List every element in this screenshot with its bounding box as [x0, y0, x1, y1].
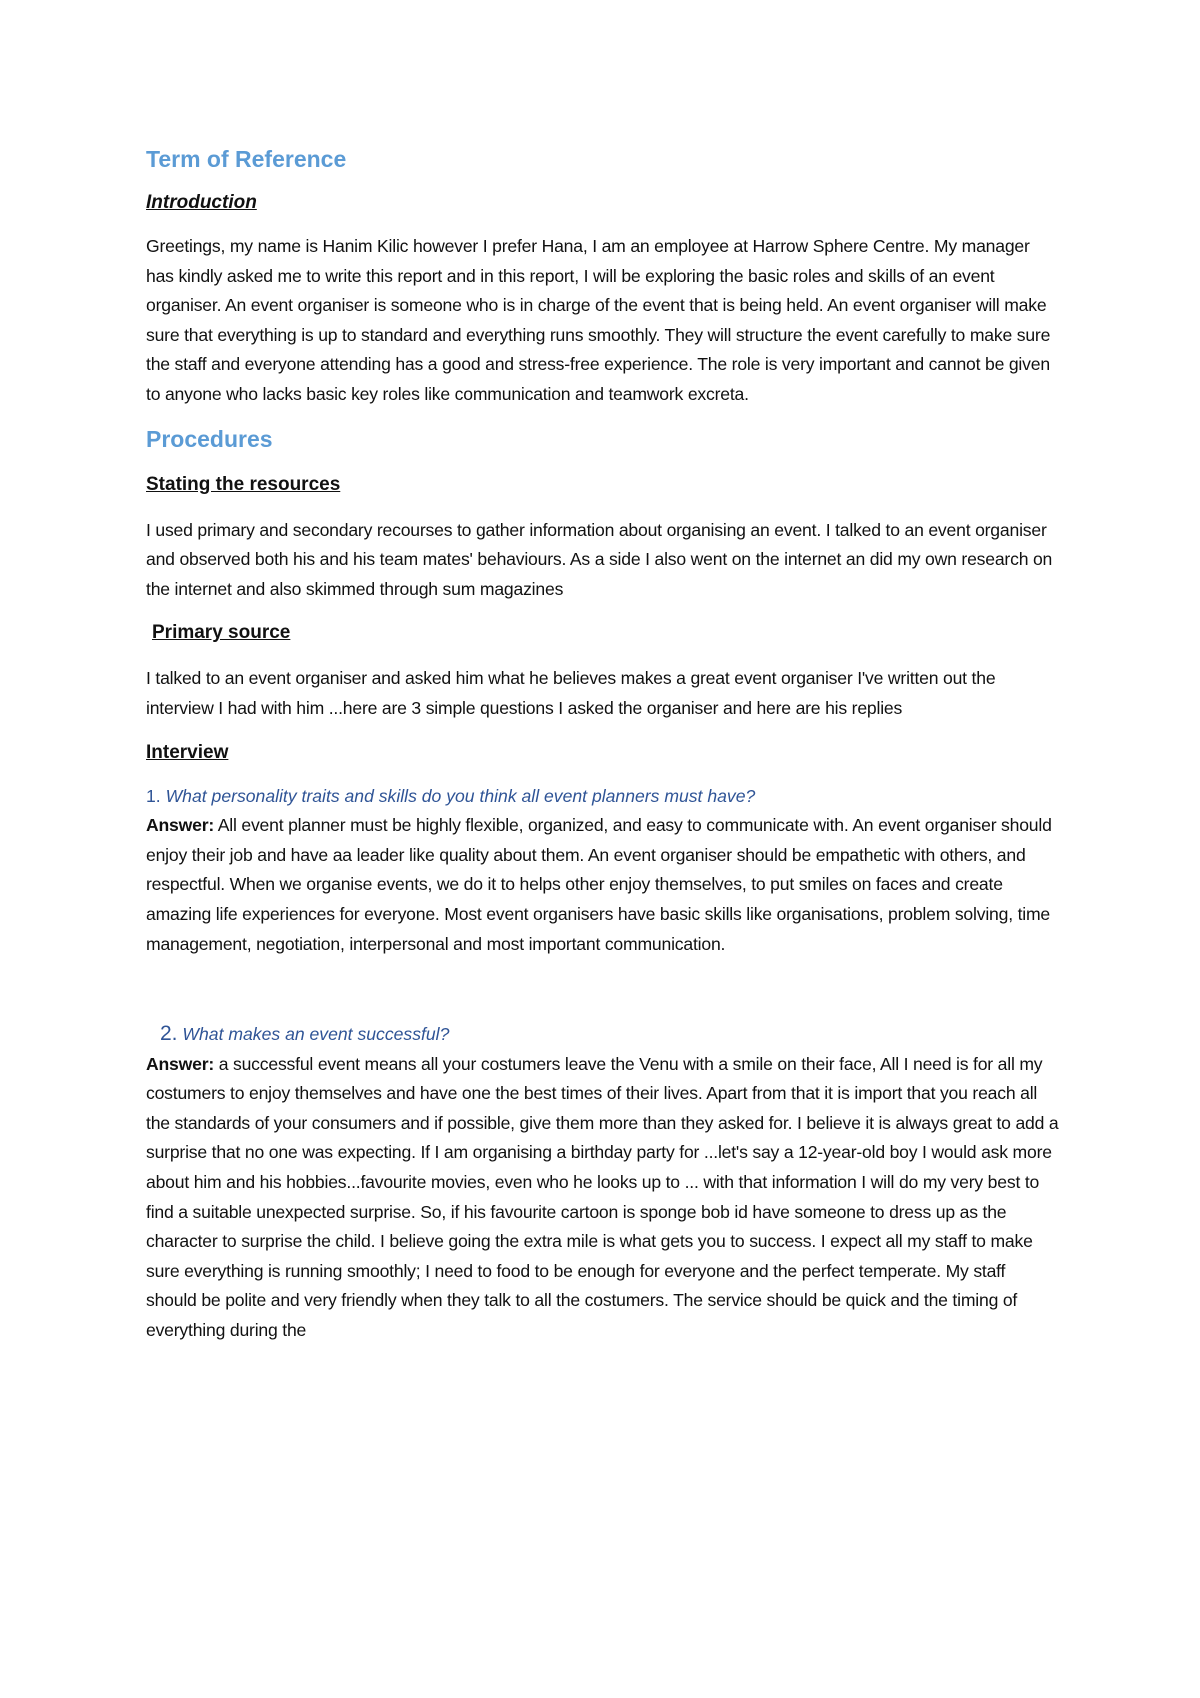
- answer-2-text: a successful event means all your costumers leave the Venu with a smile on their face, All I need is for all my costumers to enjoy themselves and have one the best times of their lives. Apart from that it is import that you reach all the standards of your consumers and if possible, give them more than they asked for. I believe it is always great to add a surprise that no one was expecting. If I am organising a birthday party for ...let's say a 12-year-old boy I would ask more about him and his hobbies...favourite movies, even who he looks up to ... with that information I will do my very best to find a suitable unexpected surprise. So, if his favourite cartoon is sponge bob id have someone to dress up as the character to surprise the child. I believe going the extra mile is what gets you to success. I expect all my staff to make sure everything is running smoothly; I need to food to be enough for everyone and the perfect temperate. My staff should be polite and very friendly when they talk to all the costumers. The service should be quick and the timing of everything during the: [146, 1053, 1059, 1341]
- answer-2-label: Answer:: [146, 1053, 215, 1074]
- interview-answer-2: [146, 1050, 1060, 1346]
- interview-question-1: [146, 782, 1060, 812]
- interview-answer-1: [146, 811, 1060, 959]
- term-of-reference-heading: Term of Reference: [146, 146, 347, 172]
- question-2-text: What makes an event successful?: [182, 1024, 450, 1045]
- answer-1-text: All event planner must be highly flexible, organized, and easy to communicate with. An event organiser should enjoy their job and have aa leader like quality about them. An event organiser should be empathetic with others, and respectful. When we organise events, we do it to helps other enjoy themselves, to put smiles on faces and create amazing life experiences for everyone. Most event organisers have basic skills like organisations, problem solving, time management, negotiation, interpersonal and most important communication.: [146, 815, 1052, 954]
- resources-paragraph: I used primary and secondary recourses to gather information about organising an event. I talked to an event organiser and observed both his and his team mates' behaviours. As a side I also went on the internet an did my own research on the internet and also skimmed through sum magazines: [146, 519, 1053, 599]
- answer-1-label: Answer:: [146, 815, 215, 836]
- question-2-number: 2.: [160, 1022, 178, 1046]
- primary-source-paragraph: I talked to an event organiser and asked him what he believes makes a great event organiser I've written out the interview I had with him ...here are 3 simple questions I asked the organiser and here are his replies: [146, 668, 996, 718]
- question-1-number: 1.: [146, 785, 161, 806]
- primary-source-heading: Primary source: [152, 622, 291, 644]
- question-1-text: What personality traits and skills do you think all event planners must have?: [165, 785, 756, 806]
- interview-question-2: [160, 1019, 1060, 1050]
- introduction-paragraph: Greetings, my name is Hanim Kilic however I prefer Hana, I am an employee at Harrow Sphere Centre. My manager has kindly asked me to write this report and in this report, I will be exploring the basic roles and skills of an event organiser. An event organiser is someone who is in charge of the event that is being held. An event organiser will make sure that everything is up to standard and everything runs smoothly. They will structure the event carefully to make sure the staff and everyone attending has a good and stress-free experience. The role is very important and cannot be given to anyone who lacks basic key roles like communication and teamwork excreta.: [146, 236, 1051, 404]
- stating-resources-heading: Stating the resources: [146, 473, 341, 495]
- introduction-heading: Introduction: [146, 192, 257, 213]
- procedures-heading: Procedures: [146, 425, 273, 452]
- interview-heading: Interview: [146, 741, 229, 763]
